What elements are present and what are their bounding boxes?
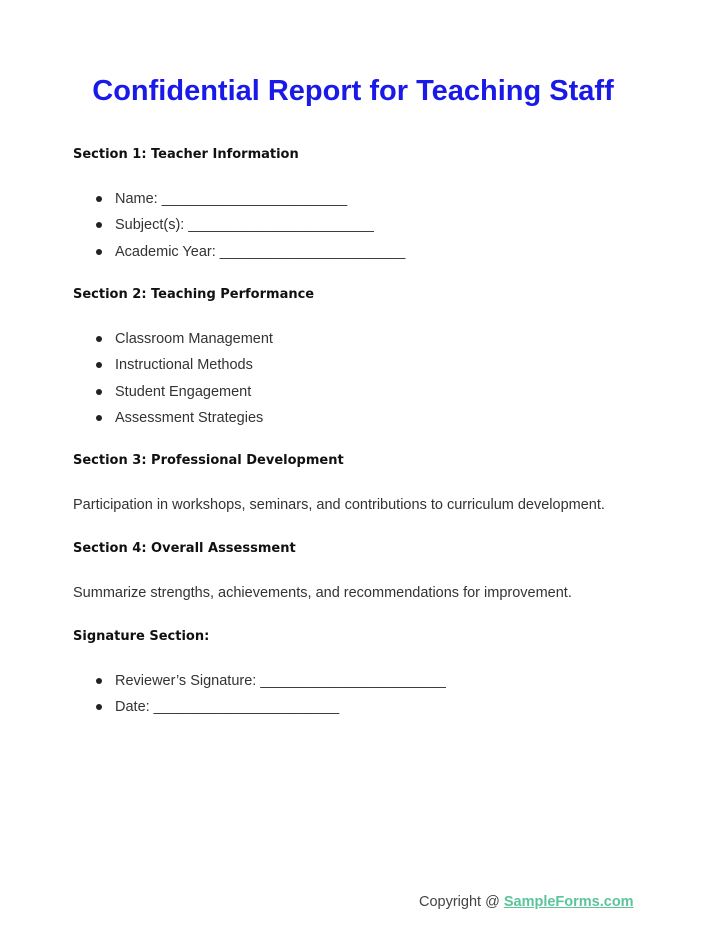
bullet-icon <box>96 362 102 368</box>
assessment-strategies-item: Assessment Strategies <box>115 409 264 426</box>
overall-assessment-text: Summarize strengths, achievements, and recommendations for improvement. <box>73 585 572 601</box>
professional-development-text: Participation in workshops, seminars, and contributions to curriculum development. <box>73 497 605 513</box>
name-field-label: Name: _______________________ <box>115 191 348 207</box>
bullet-icon <box>96 249 102 255</box>
bullet-icon <box>96 222 102 228</box>
subjects-field-label: Subject(s): _______________________ <box>115 217 374 234</box>
section-2-heading: Section 2: Teaching Performance <box>73 287 315 302</box>
bullet-icon <box>96 415 102 421</box>
reviewer-signature-field-label: Reviewer’s Signature: _______________________ <box>115 673 446 689</box>
bullet-icon <box>96 704 102 710</box>
document-title: Confidential Report for Teaching Staff <box>92 75 614 107</box>
sampleforms-link[interactable]: SampleForms.com <box>503 894 634 910</box>
section-3-heading: Section 3: Professional Development <box>73 453 344 468</box>
date-field-label: Date: _______________________ <box>115 699 340 716</box>
signature-section-heading: Signature Section: <box>73 629 210 644</box>
copyright-footer <box>419 892 634 912</box>
bullet-icon <box>96 336 102 342</box>
bullet-icon <box>96 678 102 684</box>
instructional-methods-item: Instructional Methods <box>115 357 253 374</box>
copyright-label: Copyright @ <box>419 894 504 910</box>
classroom-management-item: Classroom Management <box>115 331 273 347</box>
bullet-icon <box>96 389 102 395</box>
student-engagement-item: Student Engagement <box>115 383 252 400</box>
bullet-icon <box>96 196 102 202</box>
section-1-heading: Section 1: Teacher Information <box>73 147 299 162</box>
section-4-heading: Section 4: Overall Assessment <box>73 541 296 556</box>
academic-year-field-label: Academic Year: _______________________ <box>115 243 406 260</box>
